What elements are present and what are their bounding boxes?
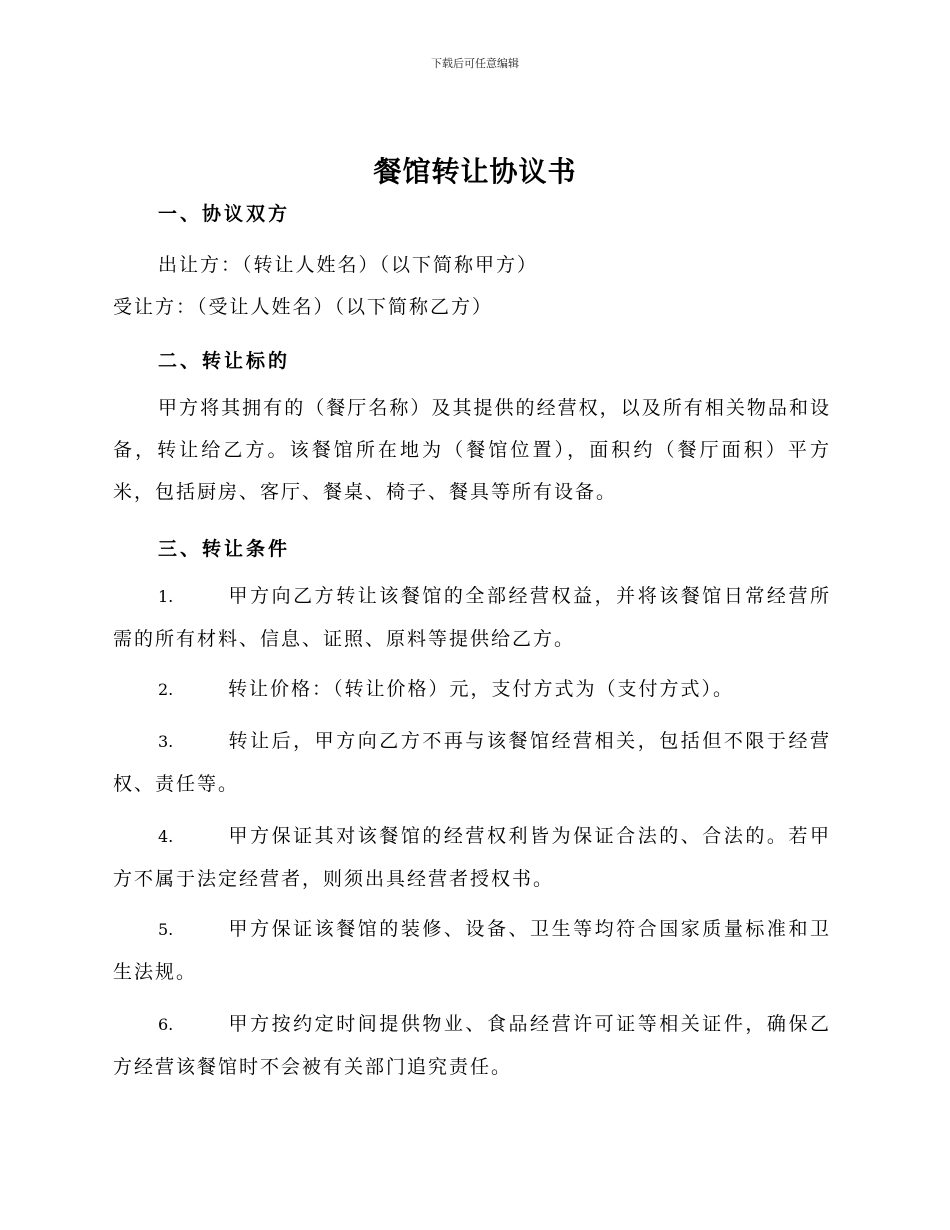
condition-number: 5. [158, 920, 174, 939]
condition-number: 3. [158, 732, 174, 751]
condition-item [113, 668, 831, 711]
condition-number: 2. [158, 680, 174, 699]
transferee-line: 受让方：（受让人姓名）（以下简称乙方） [113, 296, 494, 318]
conditions-heading-text: 三、转让条件 [158, 538, 291, 560]
subject-paragraph: 甲方将其拥有的（餐厅名称）及其提供的经营权，以及所有相关物品和设备，转让给乙方。该餐馆所在地为（餐馆位置），面积约（餐厅面积）平方米，包括厨房、客厅、餐桌、椅子、餐具等所有设备。 [113, 397, 831, 503]
section-heading-parties: 一、协议双方 [158, 203, 291, 225]
condition-text: 转让价格：（转让价格）元，支付方式为（支付方式）。 [228, 678, 735, 700]
condition-text: 甲方向乙方转让该餐馆的全部经营权益，并将该餐馆日常经营所需的所有材料、信息、证照、原料等提供给乙方。 [113, 585, 831, 650]
condition-number: 6. [158, 1015, 174, 1034]
condition-item [113, 1003, 831, 1088]
header-note: 下载后可任意编辑 [431, 57, 519, 70]
condition-item [113, 575, 831, 660]
transferor-line: 出让方：（转让人姓名）（以下简称甲方） [158, 254, 539, 276]
condition-text: 甲方按约定时间提供物业、食品经营许可证等相关证件，确保乙方经营该餐馆时不会被有关部门追究责任。 [113, 1013, 831, 1078]
condition-text: 转让后，甲方向乙方不再与该餐馆经营相关，包括但不限于经营权、责任等。 [113, 730, 831, 795]
section-heading-subject: 二、转让标的 [158, 350, 291, 372]
condition-number: 1. [158, 587, 174, 606]
condition-item [113, 815, 831, 900]
condition-text: 甲方保证其对该餐馆的经营权利皆为保证合法的、合法的。若甲方不属于法定经营者，则须出具经营者授权书。 [113, 825, 831, 890]
condition-item [113, 720, 831, 805]
section-heading-conditions [158, 534, 290, 561]
condition-item [113, 908, 831, 993]
condition-text: 甲方保证该餐馆的装修、设备、卫生等均符合国家质量标准和卫生法规。 [113, 918, 831, 983]
condition-number: 4. [158, 827, 174, 846]
document-title: 餐馆转让协议书 [373, 155, 577, 188]
